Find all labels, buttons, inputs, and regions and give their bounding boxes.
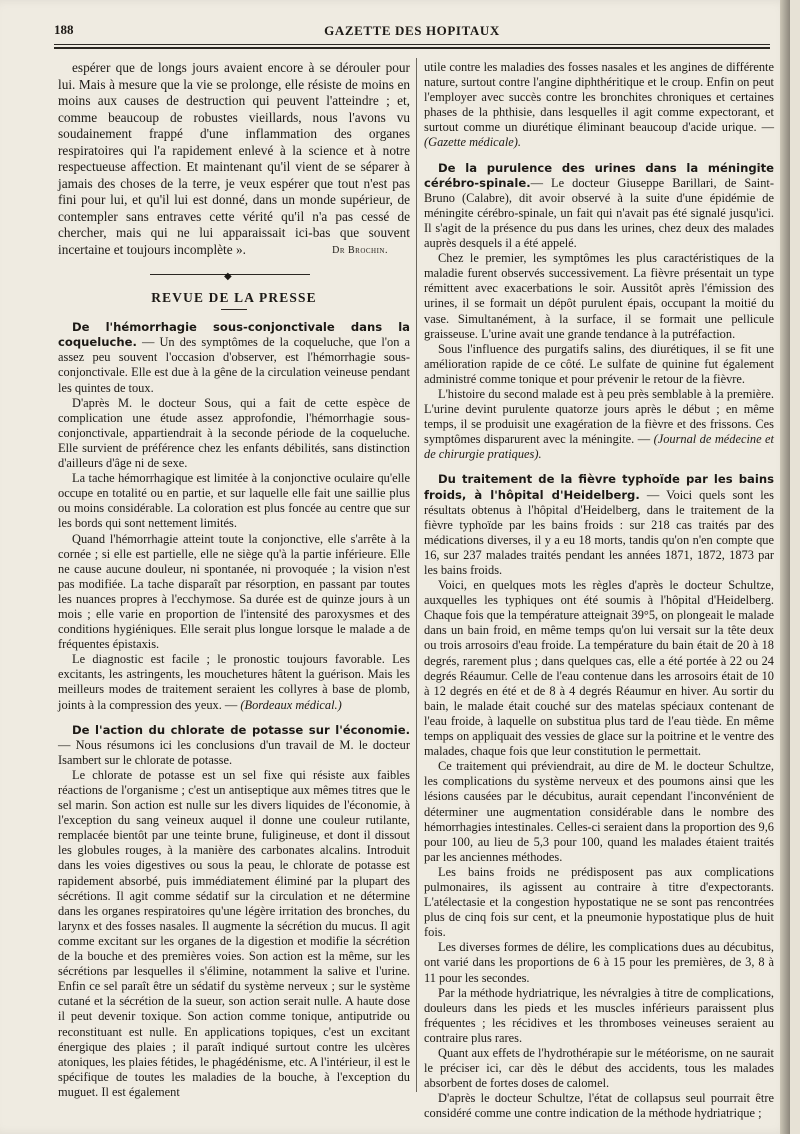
article-paragraph: Les diverses formes de délire, les complications dues au décubitus, ont varié dans les proportions de 6 à 15 pour les premières, de 3, 8 à 11 pour les secondes. <box>424 940 774 985</box>
article-paragraph: Le diagnostic est facile ; le pronostic toujours favorable. Les excitants, les astringents, les mouchetures hâtent la guérison. Mais les meilleurs modes de traitement seraient les collyres à base de plomb, joints à la compression des yeux. — (Bordeaux médical.) <box>58 652 410 712</box>
header-rule-thin <box>54 44 770 45</box>
article-body: De la purulence des urines dans la méningite cérébro-spinale.— Le docteur Giuseppe Barillari, de Saint-Bruno (Calabre), dit avoir observé à la suite d'une épidémie de méningite cérébro-spinale, un fait qui n'avait pas été signalé jusqu'ici. Il s'agit de la présence du pus dans les urines, chez deux des malades auprès desquels il a été appelé. <box>424 160 774 251</box>
right-column <box>424 60 774 1121</box>
article-title: Du traitement de la fièvre typhoïde par les bains froids, à l'hôpital d'Heidelberg. <box>424 472 774 502</box>
article-body: De l'action du chlorate de potasse sur l'économie. — Nous résumons ici les conclusions d'un travail de M. le docteur Isambert sur le chlorate de potasse. <box>58 722 410 767</box>
article-source: (Gazette médicale). <box>424 135 522 150</box>
article-title: De la purulence des urines dans la méningite cérébro-spinale. <box>424 160 774 190</box>
article-hemorrhagie <box>58 320 410 712</box>
article-paragraph: D'après M. le docteur Sous, qui a fait de cette espèce de complication une étude assez approfondie, l'hémorrhagie sous-conjonctivale, appartiendrait à la seconde période de la coqueluche. Elle survient de préférence chez les enfants débilités, sans distinction d'ailleurs d'âge ni de sexe. <box>58 395 410 471</box>
header-rule-thick <box>54 47 770 49</box>
journal-title: GAZETTE DES HOPITAUX <box>324 23 500 38</box>
article-source: (Bordeaux médical.) <box>240 697 342 712</box>
continuation-paragraph: utile contre les maladies des fosses nasales et les angines de différente nature, surtout contre l'angine diphthéritique et le croup. Enfin on peut l'employer avec succès contre les bronchites chroniques et certaines phases de la phthisie, dans lesquelles il agit comme expectorant, et surtout comme un diurétique éliminant beaucoup d'acide urique. — (Gazette médicale). <box>424 60 774 150</box>
article-paragraph: Par la méthode hydriatrique, les névralgies à titre de complications, douleurs dans les pieds et les muscles inférieurs paraissent plus fréquentes ; les récidives et les thromboses veineuses seraient au contraire plus rares. <box>424 985 774 1045</box>
column-divider <box>416 58 417 1092</box>
section-title-rule <box>221 309 247 310</box>
article-title: De l'action du chlorate de potasse sur l'économie. <box>72 722 410 737</box>
article-paragraph: La tache hémorrhagique est limitée à la conjonctive oculaire qu'elle occupe en totalité ou en partie, et sur laquelle elle fait une saillie plus ou moins considérable. La coloration est plus foncée au centre que sur les bords qui sont nettement limités. <box>58 471 410 531</box>
obituary-conclusion <box>58 60 410 258</box>
article-paragraph: D'après le docteur Schultze, l'état de collapsus seul pourrait être considéré comme une contre indication de la méthode hydriatrique ; <box>424 1091 774 1121</box>
section-title: REVUE DE LA PRESSE <box>151 290 317 306</box>
article-paragraph: Voici, en quelques mots les règles d'après le docteur Schultze, auxquelles les typhiques ont été soumis à l'hôpital d'Heidelberg. Chaque fois que la température atteignait 39°5, on plongeait le malade dans un bain froid, en même temps qu'on lui versait sur la tête deux ou trois arrosoirs d'eau froide. La température du bain était de 20 à 18 degrés, rarement plus ; dans quelques cas, elle a été portée à 22 ou 24 degrés Réaumur. Celle de l'eau contenue dans les arrosoirs était de 10 à 12 degrés en été et de 8 à 4 degrés Réaumur en hiver. Au sortir du bain, le malade était couché sur des matelas spéciaux contenant de l'eau froide, à laquelle on substitua plus tard de l'eau tiède. En même temps on appliquait des vessies de glace sur la poitrine et le ventre des malades, chaque fois que leur constitution le permettait. <box>424 578 774 759</box>
article-purulence <box>424 161 774 463</box>
page-number: 188 <box>54 22 74 37</box>
left-column <box>58 60 410 1100</box>
article-body: Du traitement de la fièvre typhoïde par les bains froids, à l'hôpital d'Heidelberg. — Voici quels sont les résultats obtenus à l'hôpital d'Heidelberg, dans le traitement de la fièvre typhoïde par les bains froids : sur 218 cas traités par des médications diverses, il y a eu 18 morts, tandis qu'on n'en compte que 16, sur 237 malades traités pendant les années 1871, 1872, 1873 par les bains froids. <box>424 472 774 577</box>
article-chlorate <box>58 723 410 1100</box>
article-paragraph: Chez le premier, les symptômes les plus caractéristiques de la maladie furent observés successivement. La fièvre présentait un type rémittent avec exacerbations le soir. Aussitôt après l'émission des urines, il se formait un dépôt purulent épais, occupant la moitié du vase. Simultanément, à la surface, il se formait une pellicule graisseuse. L'urine avait une grande tendance à la putréfaction. <box>424 251 774 341</box>
article-paragraph: Ce traitement qui préviendrait, au dire de M. le docteur Schultze, les complications du système nerveux et des poumons ainsi que les lésions causées par le décubitus, aurait cependant l'inconvénient de déterminer une augmentation considérable dans le nombre des hémorrhagies intestinales. Celles-ci seraient dans la proportion des 9,6 pour 100, au lieu de 5,3 pour 100, quand les malades étaient traités par les anciennes méthodes. <box>424 759 774 864</box>
article-paragraph: Quand l'hémorrhagie atteint toute la conjonctive, elle s'arrête à la cornée ; si elle est partielle, elle ne siège qu'à la partie inférieure. Elle ne cause aucune douleur, ni spontanée, ni provoquée ; la vision n'est pas modifiée. La tache disparaît par résorption, en passant par toutes les nuances propres à l'ecchymose. Sa durée est de quinze jours à un mois ; elle varie en proportion de l'intensité des paroxysmes et des conditions hygiéniques. Elle serait plus longue lorsque le malade a de fréquentes épistaxis. <box>58 531 410 652</box>
page-edge-shadow <box>780 0 790 1134</box>
article-paragraph: Sous l'influence des purgatifs salins, des diurétiques, il se fit une amélioration rapide de ce côté. Le sulfate de quinine fut également administré comme tonique et pour prévenir le retour de la fièvre. <box>424 341 774 386</box>
intro-paragraph: espérer que de longs jours avaient encore à se dérouler pour lui. Mais à mesure que la vie se prolonge, elle résiste de moins en moins aux causes de destruction qui peuvent l'atteindre ; et, comme beaucoup de robustes vieillards, nous l'avons vu soudainement frappé d'une inflammation des organes respiratoires qui l'a rapidement enlevé à la science et à notre respectueuse affection. Et maintenant qu'il vient de se séparer à jamais des choses de la terre, je veux espérer que tout n'est pas fini pour lui, et qu'il lui est donné, dans un monde supérieur, de contempler sans entraves cette vérité qu'il n'a pas cessé de chercher, mais qui ne lui apparaissait ici-bas que souvent incertaine et toujours incomplète ». <box>58 60 410 257</box>
article-paragraph: L'histoire du second malade est à peu près semblable à la première. L'urine devint purulente quatorze jours après le début ; en même temps, il se produisit une exagération de la fièvre et des frissons. Ces symptômes disparurent avec la méningite. — (Journal de médecine et de chirurgie pratiques). <box>424 386 774 462</box>
article-paragraph: Le chlorate de potasse est un sel fixe qui résiste aux faibles réactions de l'organisme ; c'est un antiseptique aux mêmes titres que le sel marin. Son action est nulle sur les divers liquides de l'économie, à l'exception du sang veineux auquel il donne une couleur rutilante, remplacée bientôt par une teinte brune, fuligineuse, et dont il dissout les globules rouges, à la manière des carbonates alcalins. Introduit dans les voies digestives ou sous la peau, le chlorate de potasse est rapidement absorbé, puis immédiatement éliminé par la plupart des sécrétions. Il agit comme sédatif sur la circulation et ne détermine dans les organes respiratoires qu'une légère irritation des bronches, du larynx et des fosses nasales. Il augmente la sécrétion du mucus. Il agit comme excitant sur les organes de la digestion et modifie la sécrétion de la bouche et des premières voies. Son action est la même, sur les sécrétions par lesquelles il s'élimine, notamment la salive et l'urine. Enfin ce sel paraît être un sédatif du système nerveux ; sur le système cutané et la sécrétion de la sueur, son action serait nulle. A haute dose il peut devenir toxique. Son action comme tonique, antiputride ou reconstituant est nulle. En applications topiques, c'est un excitant énergique des plaies ; il paraît indiqué surtout contre les ulcères atoniques, les plaies fétides, le phagédénisme, etc. A l'intérieur, il est le spécifique de toutes les maladies de la bouche, à l'exception du muguet. Il est également <box>58 767 410 1099</box>
article-body: De l'hémorrhagie sous-conjonctivale dans la coqueluche. — Un des symptômes de la coqueluche, que l'on a assez peu souvent l'occasion d'observer, est l'hémorrhagie sous-conjonctivale. Elle est due à la gêne de la circulation veineuse pendant les quintes de toux. <box>58 320 410 395</box>
running-head <box>54 22 770 46</box>
article-source: (Journal de médecine et de chirurgie pratiques). <box>424 432 774 462</box>
article-paragraph: Les bains froids ne prédisposent pas aux complications pulmonaires, ils agissent au contraire à titre d'expectorants. L'atélectasie et la congestion hypostatique ne se sont pas rencontrées plus de cinq fois sur cent, et la pneumonie hypostatique plus de huit fois. <box>424 864 774 940</box>
article-paragraph: Quant aux effets de l'hydrothérapie sur le météorisme, on ne saurait le préciser ici, car dès le début des accidents, tous les malades absorbent de fortes doses de calomel. <box>424 1046 774 1091</box>
signature: Dr Brochin. <box>332 245 388 256</box>
separator-ornament: ◆ <box>58 264 410 282</box>
article-fievre-typhoide <box>424 472 774 1121</box>
article-title: De l'hémorrhagie sous-conjonctivale dans la coqueluche. <box>58 320 410 350</box>
